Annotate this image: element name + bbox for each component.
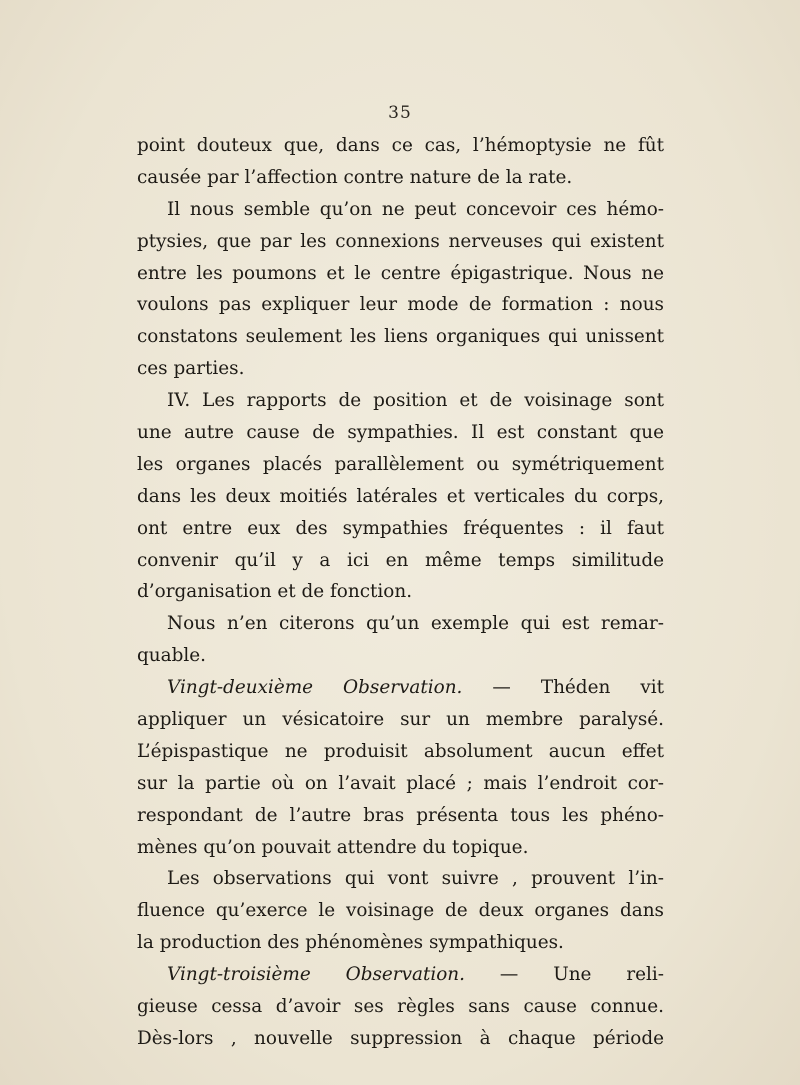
text-line: dans les deux moitiés latérales et verticales du corps,	[137, 485, 664, 507]
text-line: une autre cause de sympathies. Il est constant que	[137, 422, 664, 444]
text-line: d’organisation et de fonction.	[137, 581, 413, 603]
text-line: voulons pas expliquer leur mode de formation : nous	[137, 294, 664, 316]
observation-title: Vingt-deuxième Observation.	[167, 677, 463, 699]
text-line: gieuse cessa d’avoir ses règles sans cause connue.	[137, 996, 664, 1018]
observation-heading-line: Vingt-troisième Observation. — Une reli-	[167, 964, 664, 986]
text-line: Nous n’en citerons qu’un exemple qui est remar-	[167, 613, 664, 635]
text-line: ces parties.	[137, 358, 245, 380]
text-line: Dès-lors , nouvelle suppression à chaque période	[137, 1027, 664, 1049]
text-line: les organes placés parallèlement ou symétriquement	[137, 453, 664, 475]
text-line: appliquer un vésicatoire sur un membre paralysé.	[137, 709, 664, 731]
text-line: ont entre eux des sympathies fréquentes : il faut	[137, 517, 664, 539]
text-line: Les observations qui vont suivre , prouvent l’in-	[167, 868, 664, 890]
text-line: respondant de l’autre bras présenta tous les phéno-	[137, 804, 664, 826]
text-line: quable.	[137, 645, 206, 667]
text-line: L’épispastique ne produisit absolument aucun effet	[137, 740, 664, 762]
text-line: causée par l’affection contre nature de la rate.	[137, 166, 573, 188]
body-text	[137, 130, 664, 1055]
text-line: entre les poumons et le centre épigastrique. Nous ne	[137, 262, 664, 284]
text-line: Il nous semble qu’on ne peut concevoir ces hémo-	[167, 198, 664, 220]
page-number: 35	[388, 103, 412, 123]
text-line: ptysies, que par les connexions nerveuses qui existent	[137, 230, 664, 252]
observation-heading-line: Vingt-deuxième Observation. — Théden vit	[167, 677, 664, 699]
observation-title: Vingt-troisième Observation.	[167, 964, 465, 986]
text-line: constatons seulement les liens organiques qui unissent	[137, 326, 664, 348]
text-line: fluence qu’exerce le voisinage de deux organes dans	[137, 900, 664, 922]
text-line: la production des phénomènes sympathiques.	[137, 932, 564, 954]
text-line: sur la partie où on l’avait placé ; mais l’endroit cor-	[137, 772, 664, 794]
text-line: mènes qu’on pouvait attendre du topique.	[137, 836, 529, 858]
text-line: convenir qu’il y a ici en même temps similitude	[137, 549, 664, 571]
text-line: IV. Les rapports de position et de voisinage sont	[167, 390, 664, 412]
text-line: point douteux que, dans ce cas, l’hémoptysie ne fût	[137, 135, 664, 156]
